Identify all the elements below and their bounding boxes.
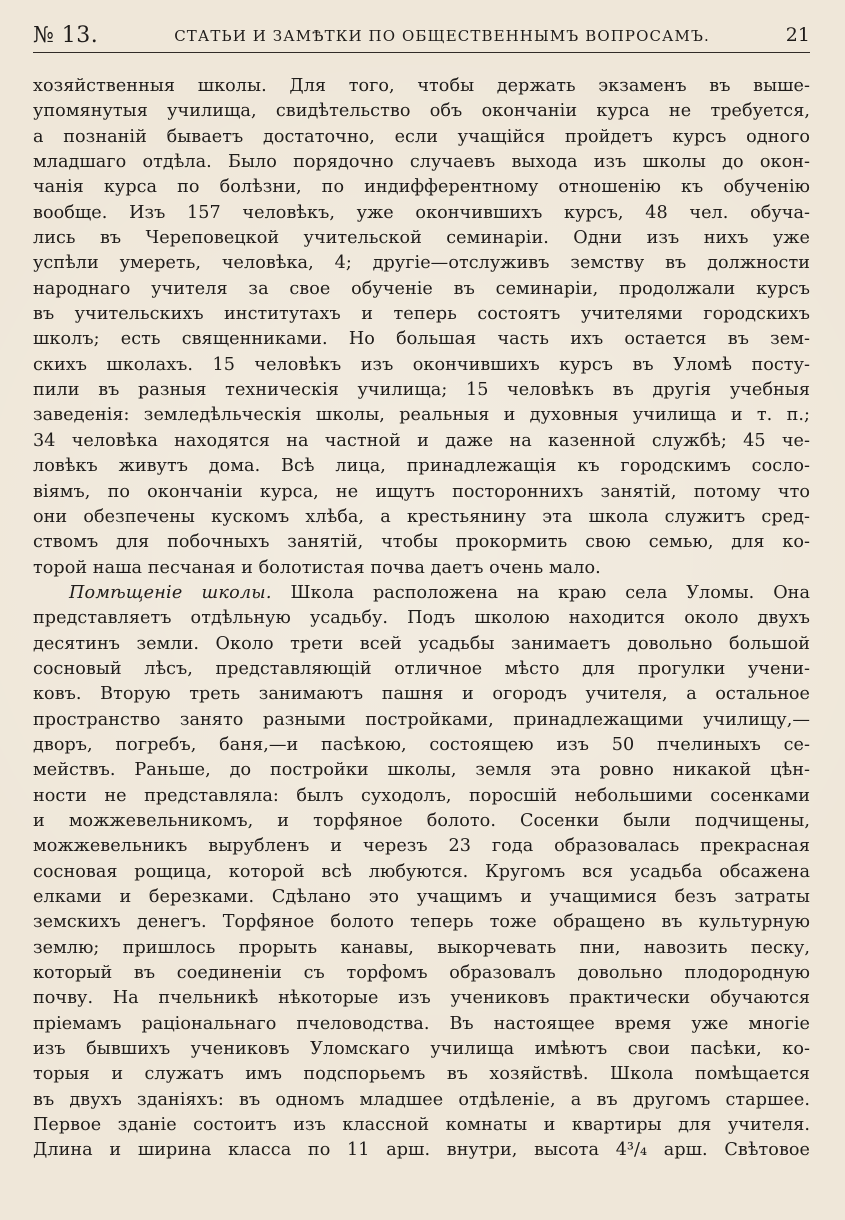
text-line: пріемамъ раціональнаго пчеловодства. Въ настоящее время уже многіе [33,1013,810,1034]
text-line: и можжевельникомъ, и торфяное болото. Сосенки были подчищены, [33,810,810,831]
text-line: въ учительскихъ институтахъ и теперь состоятъ учителями городскихъ [33,304,810,325]
text-line: въ двухъ зданіяхъ: въ одномъ младшее отдѣленіе, а въ другомъ старшее. [33,1089,810,1110]
text-line: віямъ, по окончаніи курса, не ищутъ постороннихъ занятій, потому что [33,481,810,502]
text-line: представляетъ отдѣльную усадьбу. Подъ школою находится около двухъ [33,608,810,629]
text-line: хозяйственныя школы. Для того, чтобы держать экзаменъ въ выше- [33,76,810,96]
header-rule [33,52,810,53]
text-line: упомянутыя училища, свидѣтельство объ окончаніи курса не требуется, [33,101,810,122]
text-line: ловѣкъ живутъ дома. Всѣ лица, принадлежащія къ городскимъ сосло- [33,456,810,477]
text-line: который въ соединеніи съ торфомъ образовалъ довольно плодородную [33,963,810,984]
text-run: Школа расположена на краю села Уломы. Она [290,582,810,603]
text-line: землю; пришлось прорыть канавы, выкорчевать пни, навозить песку, [33,937,810,958]
text-line: изъ бывшихъ учениковъ Уломскаго училища имѣютъ свои пасѣки, ко- [33,1039,810,1060]
section-heading-italic: Помѣщеніе школы. [69,582,272,603]
text-line: дворъ, погребъ, баня,—и пасѣкою, состоящею изъ 50 пчелиныхъ се- [33,734,810,755]
section-title: СТАТЬИ И ЗАМѢТКИ ПО ОБЩЕСТВЕННЫМЪ ВОПРОСАМЪ. [174,27,710,45]
text-line: елками и березками. Сдѣлано это учащимъ и учащимися безъ затраты [33,887,810,907]
text-line: почву. На пчельникѣ нѣкоторые изъ учениковъ практически обучаются [33,988,810,1009]
text-line: сосновый лѣсъ, представляющій отличное мѣсто для прогулки учени- [33,658,810,679]
text-line: пили въ разныя техническія училища; 15 человѣкъ въ другія учебныя [33,380,810,401]
text-line: торыя и служатъ имъ подспорьемъ въ хозяйствѣ. Школа помѣщается [33,1064,810,1085]
text-line: Длина и ширина класса по 11 арш. внутри, высота 4³/₄ арш. Свѣтовое [33,1140,810,1161]
text-line: вообще. Изъ 157 человѣкъ, уже окончившихъ курсъ, 48 чел. обуча- [33,202,810,223]
text-line: успѣли умереть, человѣка, 4; другіе—отслуживъ земству въ должности [33,253,810,274]
text-line: 34 человѣка находятся на частной и даже на казенной службѣ; 45 че- [33,430,810,451]
text-line: десятинъ земли. Около трети всей усадьбы занимаетъ довольно большой [33,633,810,654]
text-line: земскихъ денегъ. Торфяное болото теперь тоже обращено въ культурную [33,912,810,933]
text-line: чанія курса по болѣзни, по индифферентному отношенію къ обученію [33,177,810,198]
running-header [33,18,810,52]
text-line: сосновая рощица, которой всѣ любуются. Кругомъ вся усадьба обсажена [33,861,810,882]
text-line: школъ; есть священниками. Но большая часть ихъ остается въ зем- [33,329,810,350]
text-line: скихъ школахъ. 15 человѣкъ изъ окончившихъ курсъ въ Уломѣ посту- [33,354,810,375]
page-number: 21 [785,24,810,46]
text-line: лись въ Череповецкой учительской семинаріи. Одни изъ нихъ уже [33,228,810,249]
text-line: Первое зданіе состоитъ изъ классной комнаты и квартиры для учителя. [33,1115,810,1136]
text-line: заведенія: земледѣльческія школы, реальныя и духовныя училища и т. п.; [33,405,810,426]
text-line: ковъ. Вторую треть занимаютъ пашня и огородъ учителя, а остальное [33,684,810,705]
text-line: они обезпечены кускомъ хлѣба, а крестьянину эта школа служитъ сред- [33,506,810,527]
text-line: ствомъ для побочныхъ занятій, чтобы прокормить свою семью, для ко- [33,532,810,553]
text-line: пространство занято разными постройками, принадлежащими училищу,— [33,709,810,730]
issue-number: № 13. [33,22,99,48]
text-line: торой наша песчаная и болотистая почва даетъ очень мало. [33,557,601,578]
paragraph-start-line [33,581,810,606]
text-line: а познаній бываетъ достаточно, если учащійся пройдетъ курсъ одного [33,126,810,147]
text-line: младшаго отдѣла. Было порядочно случаевъ выхода изъ школы до окон- [33,152,810,173]
text-line: мействъ. Раньше, до постройки школы, земля эта ровно никакой цѣн- [33,760,810,781]
article-body [33,74,810,1164]
text-line: народнаго учителя за свое обученіе въ семинаріи, продолжали курсъ [33,278,810,299]
text-line: можжевельникъ вырубленъ и черезъ 23 года образовалась прекрасная [33,836,810,857]
text-line: ности не представляла: былъ суходолъ, поросшій небольшими сосенками [33,785,810,806]
